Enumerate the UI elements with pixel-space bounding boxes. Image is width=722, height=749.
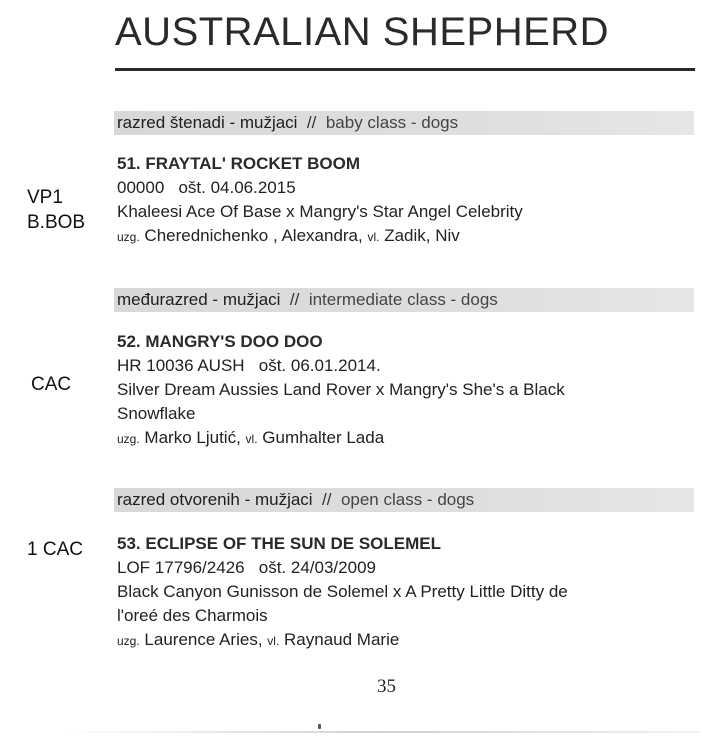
entry-title: 52. MANGRY'S DOO DOO [117, 332, 323, 351]
class-english-label: open class - dogs [340, 490, 475, 509]
class-band-open [114, 488, 694, 512]
class-english-label: intermediate class - dogs [308, 290, 498, 309]
entry-title: 51. FRAYTAL' ROCKET BOOM [117, 154, 361, 173]
scan-shadow [60, 731, 700, 733]
entry-52 [117, 330, 687, 451]
entry-pedigree-line: l'oreé des Charmois [117, 606, 268, 625]
entry-pedigree-line: Black Canyon Gunisson de Solemel x A Pretty Little Ditty de [117, 582, 568, 601]
breeder-label: uzg. [117, 634, 140, 648]
award-vp1: VP1 [27, 187, 63, 208]
breeder-label: uzg. [117, 432, 140, 446]
owner-label: vl. [267, 634, 280, 648]
entry-pedigree-line: Silver Dream Aussies Land Rover x Mangry's She's a Black [117, 380, 565, 399]
entry-51 [117, 152, 687, 249]
owner-label: vl. [367, 230, 380, 244]
award-cac: CAC [31, 374, 72, 395]
breeder-name: Laurence Aries, [144, 630, 263, 649]
class-separator: // [322, 490, 332, 509]
scan-mark [318, 724, 321, 729]
owner-label: vl. [245, 432, 258, 446]
entry-53 [117, 532, 687, 653]
breeder-label: uzg. [117, 230, 140, 244]
entry-pedigree-line: Snowflake [117, 404, 196, 423]
entry-registration: HR 10036 AUSH ošt. 06.01.2014. [117, 356, 381, 375]
page-title: AUSTRALIAN SHEPHERD [115, 10, 610, 54]
entry-pedigree-line: Khaleesi Ace Of Base x Mangry's Star Angel Celebrity [117, 202, 523, 221]
class-local-label: međurazred - mužjaci [117, 290, 281, 309]
page-number: 35 [377, 676, 396, 697]
award-1-cac: 1 CAC [27, 539, 83, 560]
entry-title: 53. ECLIPSE OF THE SUN DE SOLEMEL [117, 534, 441, 553]
class-band-intermediate [114, 288, 694, 312]
award-bbob: B.BOB [27, 212, 86, 233]
class-local-label: razred štenadi - mužjaci [117, 113, 298, 132]
owner-name: Raynaud Marie [284, 630, 400, 649]
breeder-name: Marko Ljutić, [144, 428, 241, 447]
class-separator: // [306, 113, 317, 132]
owner-name: Gumhalter Lada [262, 428, 385, 447]
title-rule [115, 68, 695, 71]
entry-registration: 00000 ošt. 04.06.2015 [117, 178, 296, 197]
class-separator: // [289, 290, 300, 309]
breeder-name: Cherednichenko , Alexandra, [144, 226, 363, 245]
entry-breeder-owner [117, 628, 687, 653]
entry-breeder-owner [117, 426, 687, 451]
class-local-label: razred otvorenih - mužjaci [117, 490, 313, 509]
owner-name: Zadik, Niv [384, 226, 460, 245]
class-english-label: baby class - dogs [325, 113, 459, 132]
entry-breeder-owner [117, 224, 687, 249]
class-band-baby [114, 111, 694, 135]
entry-registration: LOF 17796/2426 ošt. 24/03/2009 [117, 558, 376, 577]
